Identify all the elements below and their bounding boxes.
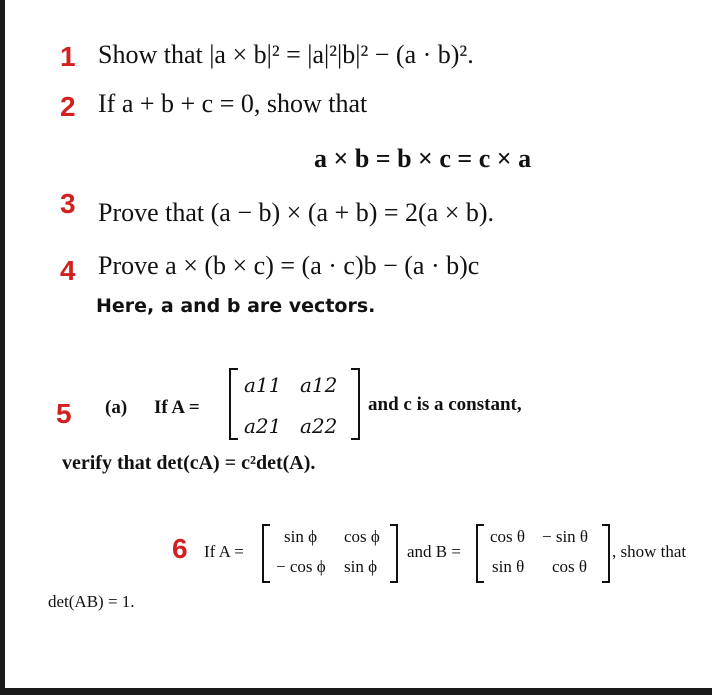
matrix-a-right-bracket xyxy=(390,524,398,583)
left-border xyxy=(0,0,5,695)
problem-5-tail: and c is a constant, xyxy=(368,394,522,415)
matrix-5-a21: a21 xyxy=(244,414,282,438)
problem-3-number: 3 xyxy=(60,188,76,219)
problem-4-number: 4 xyxy=(60,255,76,286)
matrix-a-left-bracket xyxy=(262,524,270,583)
matrix-5-a22: a22 xyxy=(300,414,338,438)
problem-5-lead: If A = xyxy=(154,397,200,418)
matrix-b-12: − sin θ xyxy=(542,527,589,546)
matrix-b-21: sin θ xyxy=(492,557,525,576)
matrix-a-21: − cos ϕ xyxy=(276,557,326,576)
problem-6-tail: , show that xyxy=(612,542,687,561)
problem-2-equation: a × b = b × c = c × a xyxy=(314,144,532,173)
problem-5-part: (a) xyxy=(105,397,128,418)
problem-1-number: 1 xyxy=(60,41,76,72)
problem-2-number: 2 xyxy=(60,91,76,122)
problem-6-mid: and B = xyxy=(407,542,461,561)
bottom-border xyxy=(0,688,712,695)
problem-6-number: 6 xyxy=(172,533,188,564)
problem-6-lead: If A = xyxy=(204,542,244,561)
matrix-5-right-bracket xyxy=(351,368,360,440)
matrix-5-left-bracket xyxy=(229,368,238,440)
matrix-a-12: cos ϕ xyxy=(344,527,380,546)
matrix-b-22: cos θ xyxy=(552,557,588,576)
problem-5-line2: verify that det(cA) = c²det(A). xyxy=(62,452,316,474)
matrix-b-right-bracket xyxy=(602,524,610,583)
matrix-a-22: sin ϕ xyxy=(344,557,378,576)
matrix-b-11: cos θ xyxy=(490,527,526,546)
matrix-5-a11: a11 xyxy=(244,373,282,397)
problem-4-text: Prove a × (b × c) = (a · c)b − (a · b)c xyxy=(98,251,480,280)
problem-6-line2: det(AB) = 1. xyxy=(48,592,135,611)
problem-1-text: Show that |a × b|² = |a|²|b|² − (a · b)². xyxy=(98,40,474,69)
problem-2-text: If a + b + c = 0, show that xyxy=(98,89,368,118)
matrix-b-left-bracket xyxy=(476,524,484,583)
matrix-a-11: sin ϕ xyxy=(284,527,318,546)
vectors-note: Here, a and b are vectors. xyxy=(96,295,376,317)
matrix-5-a12: a12 xyxy=(300,373,338,397)
problem-3-text: Prove that (a − b) × (a + b) = 2(a × b). xyxy=(98,198,495,227)
problem-5-number: 5 xyxy=(56,398,72,429)
